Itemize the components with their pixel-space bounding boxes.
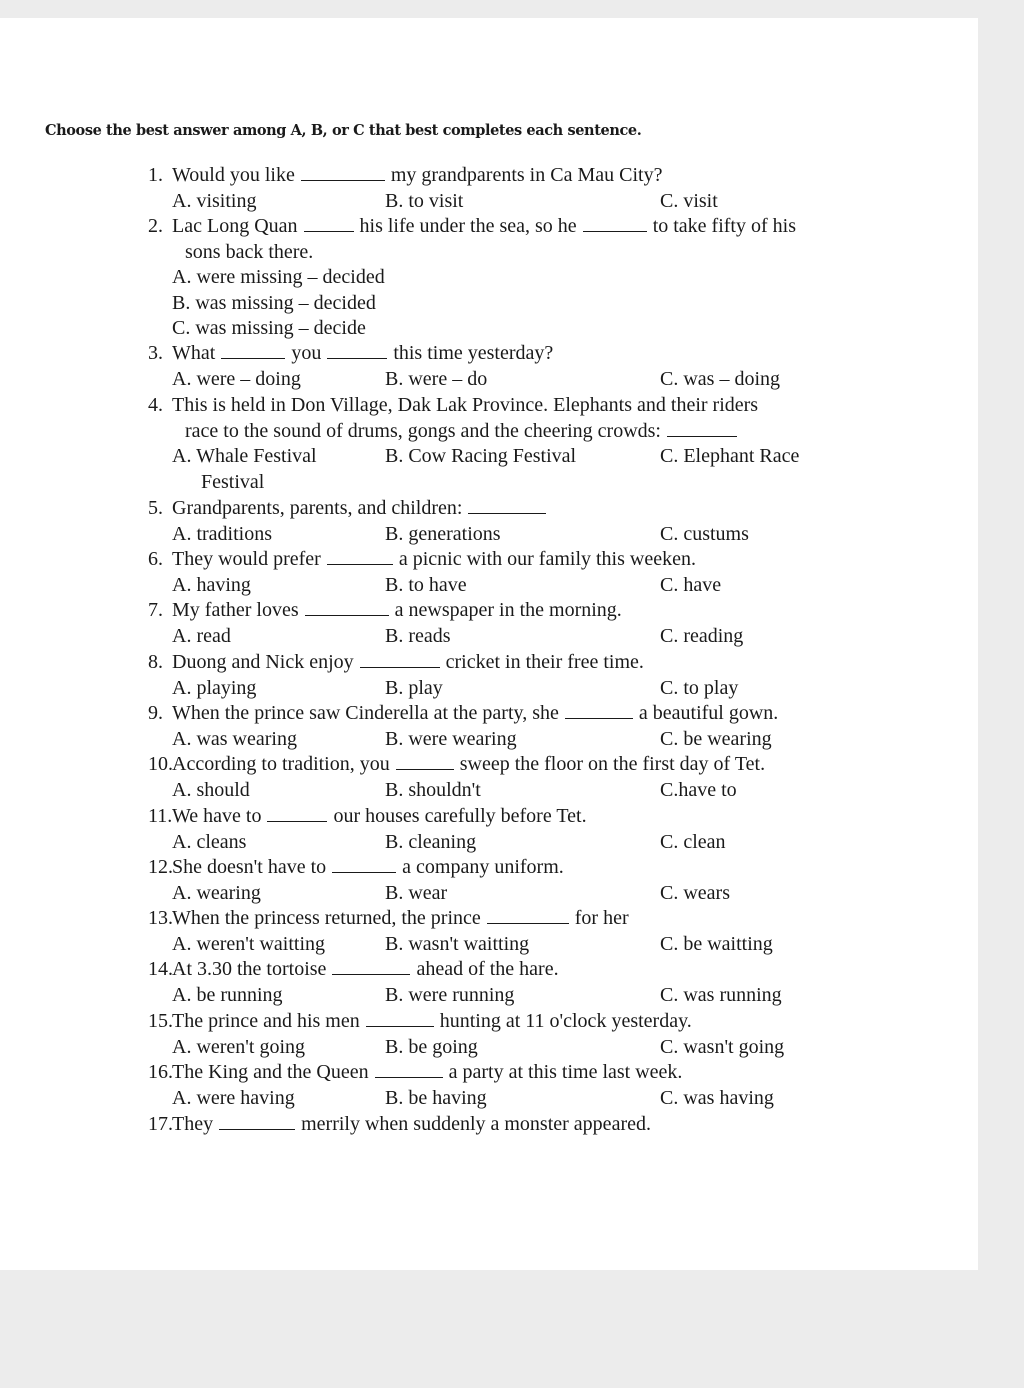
answer-option-b[interactable]: B. wasn't waitting bbox=[385, 932, 530, 955]
question-stem bbox=[148, 957, 559, 982]
answer-blank[interactable] bbox=[396, 752, 454, 770]
question-text: Lac Long Quan bbox=[172, 215, 303, 237]
answer-blank[interactable] bbox=[360, 650, 440, 668]
question-text: a beautiful gown. bbox=[633, 702, 779, 724]
question-text: for her bbox=[569, 907, 629, 929]
answer-option-c[interactable]: C. visit bbox=[660, 189, 718, 212]
question-text: a party at this time last week. bbox=[443, 1061, 683, 1083]
answer-option-c[interactable]: C. be waitting bbox=[660, 932, 773, 955]
answer-option-b[interactable]: B. were running bbox=[385, 983, 515, 1006]
question-number: 15. bbox=[148, 1010, 173, 1032]
question-text: They would prefer bbox=[172, 548, 326, 570]
answer-blank[interactable] bbox=[267, 804, 327, 822]
question-number: 12. bbox=[148, 856, 173, 878]
answer-option-b[interactable]: B. to have bbox=[385, 573, 467, 596]
question-text: According to tradition, you bbox=[172, 753, 395, 775]
answer-blank[interactable] bbox=[332, 957, 410, 975]
answer-blank[interactable] bbox=[327, 341, 387, 359]
answer-blank[interactable] bbox=[487, 906, 569, 924]
question-text: sweep the floor on the first day of Tet. bbox=[454, 753, 766, 775]
answer-option-c[interactable]: C. was running bbox=[660, 983, 782, 1006]
answer-option-b[interactable]: B. were – do bbox=[385, 367, 488, 390]
answer-option-c[interactable]: C. was missing – decide bbox=[172, 317, 366, 339]
answer-option-a[interactable]: A. cleans bbox=[172, 830, 247, 853]
question-stem bbox=[148, 547, 696, 572]
answer-blank[interactable] bbox=[375, 1060, 443, 1078]
answer-option-a[interactable]: A. wearing bbox=[172, 881, 261, 904]
answer-option-b[interactable]: B. cleaning bbox=[385, 830, 477, 853]
question-text: She doesn't have to bbox=[172, 856, 332, 878]
answer-option-a[interactable]: A. Whale Festival bbox=[172, 445, 317, 467]
answer-option-c[interactable]: C. Elephant Race bbox=[660, 445, 800, 467]
question-text: my grandparents in Ca Mau City? bbox=[385, 164, 663, 186]
question-number: 2. bbox=[148, 215, 163, 237]
answer-option-a[interactable]: A. playing bbox=[172, 676, 257, 699]
question-number: 10. bbox=[148, 753, 173, 775]
question-text: We have to bbox=[172, 805, 267, 827]
answer-option-b[interactable]: B. be having bbox=[385, 1086, 487, 1109]
question-number: 11. bbox=[148, 805, 173, 827]
answer-option-c[interactable]: C. wasn't going bbox=[660, 1035, 785, 1058]
answer-blank[interactable] bbox=[366, 1009, 434, 1027]
question-text: Grandparents, parents, and children: bbox=[172, 497, 468, 519]
question-text: Would you like bbox=[172, 164, 300, 186]
question-stem bbox=[148, 1112, 651, 1137]
question-text: sons back there. bbox=[185, 240, 314, 263]
question-number: 3. bbox=[148, 342, 163, 364]
question-stem bbox=[148, 804, 587, 829]
answer-option-c[interactable]: C. was – doing bbox=[660, 367, 780, 390]
answer-option-a[interactable]: A. be running bbox=[172, 983, 283, 1006]
question-text: hunting at 11 o'clock yesterday. bbox=[434, 1010, 692, 1032]
question-text: our houses carefully before Tet. bbox=[328, 805, 587, 827]
question-number: 6. bbox=[148, 548, 163, 570]
question-text: a picnic with our family this weeken. bbox=[393, 548, 696, 570]
answer-option-a-continued: Festival bbox=[201, 470, 265, 493]
answer-option-a[interactable]: A. weren't going bbox=[172, 1035, 306, 1058]
answer-blank[interactable] bbox=[468, 496, 546, 514]
question-stem bbox=[148, 341, 553, 366]
question-text: race to the sound of drums, gongs and the cheering crowds: bbox=[185, 419, 666, 442]
answer-option-c[interactable]: C. to play bbox=[660, 676, 739, 699]
question-text: a company uniform. bbox=[397, 856, 564, 878]
question-stem bbox=[148, 163, 662, 188]
answer-option-b[interactable]: B. shouldn't bbox=[385, 778, 481, 801]
question-stem bbox=[148, 701, 778, 726]
question-number: 5. bbox=[148, 497, 163, 519]
answer-option-b[interactable]: B. wear bbox=[385, 881, 448, 904]
question-text: merrily when suddenly a monster appeared. bbox=[296, 1113, 651, 1135]
answer-option-c[interactable]: C. reading bbox=[660, 624, 744, 647]
answer-blank[interactable] bbox=[219, 1112, 295, 1130]
question-text: They bbox=[172, 1113, 219, 1135]
question-number: 4. bbox=[148, 394, 163, 416]
instruction-text: Choose the best answer among A, B, or C that best completes each sentence. bbox=[45, 122, 642, 139]
answer-blank[interactable] bbox=[565, 701, 633, 719]
answer-option-a[interactable]: A. were – doing bbox=[172, 367, 301, 390]
answer-blank[interactable] bbox=[301, 163, 385, 181]
question-number: 17. bbox=[148, 1113, 173, 1135]
answer-blank[interactable] bbox=[667, 419, 737, 437]
question-text: cricket in their free time. bbox=[440, 651, 644, 673]
question-stem bbox=[148, 393, 758, 418]
question-number: 7. bbox=[148, 599, 163, 621]
answer-option-a[interactable]: A. should bbox=[172, 778, 250, 801]
answer-option-a[interactable]: A. was wearing bbox=[172, 727, 297, 750]
question-number: 16. bbox=[148, 1061, 173, 1083]
question-stem bbox=[148, 855, 564, 880]
question-text: What bbox=[172, 342, 221, 364]
answer-option-b[interactable]: B. to visit bbox=[385, 189, 464, 212]
answer-option-c[interactable]: C. be wearing bbox=[660, 727, 772, 750]
question-text: ahead of the hare. bbox=[411, 958, 559, 980]
question-number: 9. bbox=[148, 702, 163, 724]
answer-option-c[interactable]: C. have bbox=[660, 573, 722, 596]
question-text: When the prince saw Cinderella at the party, she bbox=[172, 702, 564, 724]
answer-option-b[interactable]: B. be going bbox=[385, 1035, 478, 1058]
answer-option-b[interactable]: B. were wearing bbox=[385, 727, 517, 750]
question-text: a newspaper in the morning. bbox=[389, 599, 622, 621]
answer-option-c[interactable]: C.have to bbox=[660, 778, 737, 801]
question-number: 14. bbox=[148, 958, 173, 980]
question-text: you bbox=[286, 342, 327, 364]
answer-blank[interactable] bbox=[332, 855, 396, 873]
question-text: this time yesterday? bbox=[388, 342, 554, 364]
answer-option-c[interactable]: C. custums bbox=[660, 522, 749, 545]
question-text: When the princess returned, the prince bbox=[172, 907, 486, 929]
question-stem bbox=[148, 214, 796, 239]
question-text: The prince and his men bbox=[172, 1010, 365, 1032]
answer-option-b[interactable]: B. Cow Racing Festival bbox=[385, 445, 577, 467]
answer-option-a[interactable]: A. read bbox=[172, 624, 231, 647]
answer-option-c[interactable]: C. clean bbox=[660, 830, 726, 853]
question-stem bbox=[148, 598, 622, 623]
question-stem bbox=[148, 752, 765, 777]
answer-option-a[interactable]: A. were having bbox=[172, 1086, 295, 1109]
question-text: Duong and Nick enjoy bbox=[172, 651, 359, 673]
question-stem bbox=[148, 650, 644, 675]
answer-option-a[interactable]: A. were missing – decided bbox=[172, 266, 385, 288]
question-stem-continued bbox=[185, 240, 313, 265]
answer-option-c[interactable]: C. wears bbox=[660, 881, 730, 904]
answer-option-b[interactable]: B. was missing – decided bbox=[172, 291, 376, 314]
answer-option-a[interactable]: A. visiting bbox=[172, 189, 257, 212]
answer-blank[interactable] bbox=[327, 547, 393, 565]
answer-blank[interactable] bbox=[304, 214, 354, 232]
question-number: 13. bbox=[148, 907, 173, 929]
answer-option-b[interactable]: B. generations bbox=[385, 522, 501, 545]
answer-option-b[interactable]: B. reads bbox=[385, 624, 451, 647]
question-text: his life under the sea, so he bbox=[354, 215, 582, 237]
answer-blank[interactable] bbox=[305, 598, 389, 616]
question-stem bbox=[148, 1009, 692, 1034]
question-text: The King and the Queen bbox=[172, 1061, 374, 1083]
question-number: 8. bbox=[148, 651, 163, 673]
answer-blank[interactable] bbox=[221, 341, 285, 359]
question-stem bbox=[148, 1060, 682, 1085]
answer-option-a[interactable]: A. weren't waitting bbox=[172, 932, 326, 955]
answer-option-b[interactable]: B. play bbox=[385, 676, 443, 699]
answer-option-a[interactable]: A. having bbox=[172, 573, 251, 596]
question-stem-continued bbox=[185, 419, 738, 444]
question-stem bbox=[148, 906, 629, 931]
answer-blank[interactable] bbox=[583, 214, 647, 232]
answer-option-c[interactable]: C. was having bbox=[660, 1086, 774, 1109]
answer-option-a[interactable]: A. traditions bbox=[172, 522, 272, 545]
question-text: This is held in Don Village, Dak Lak Province. Elephants and their riders bbox=[172, 394, 759, 416]
question-text: My father loves bbox=[172, 599, 304, 621]
question-number: 1. bbox=[148, 164, 163, 186]
question-text: At 3.30 the tortoise bbox=[172, 958, 332, 980]
question-text: to take fifty of his bbox=[647, 215, 796, 237]
question-stem bbox=[148, 496, 547, 521]
